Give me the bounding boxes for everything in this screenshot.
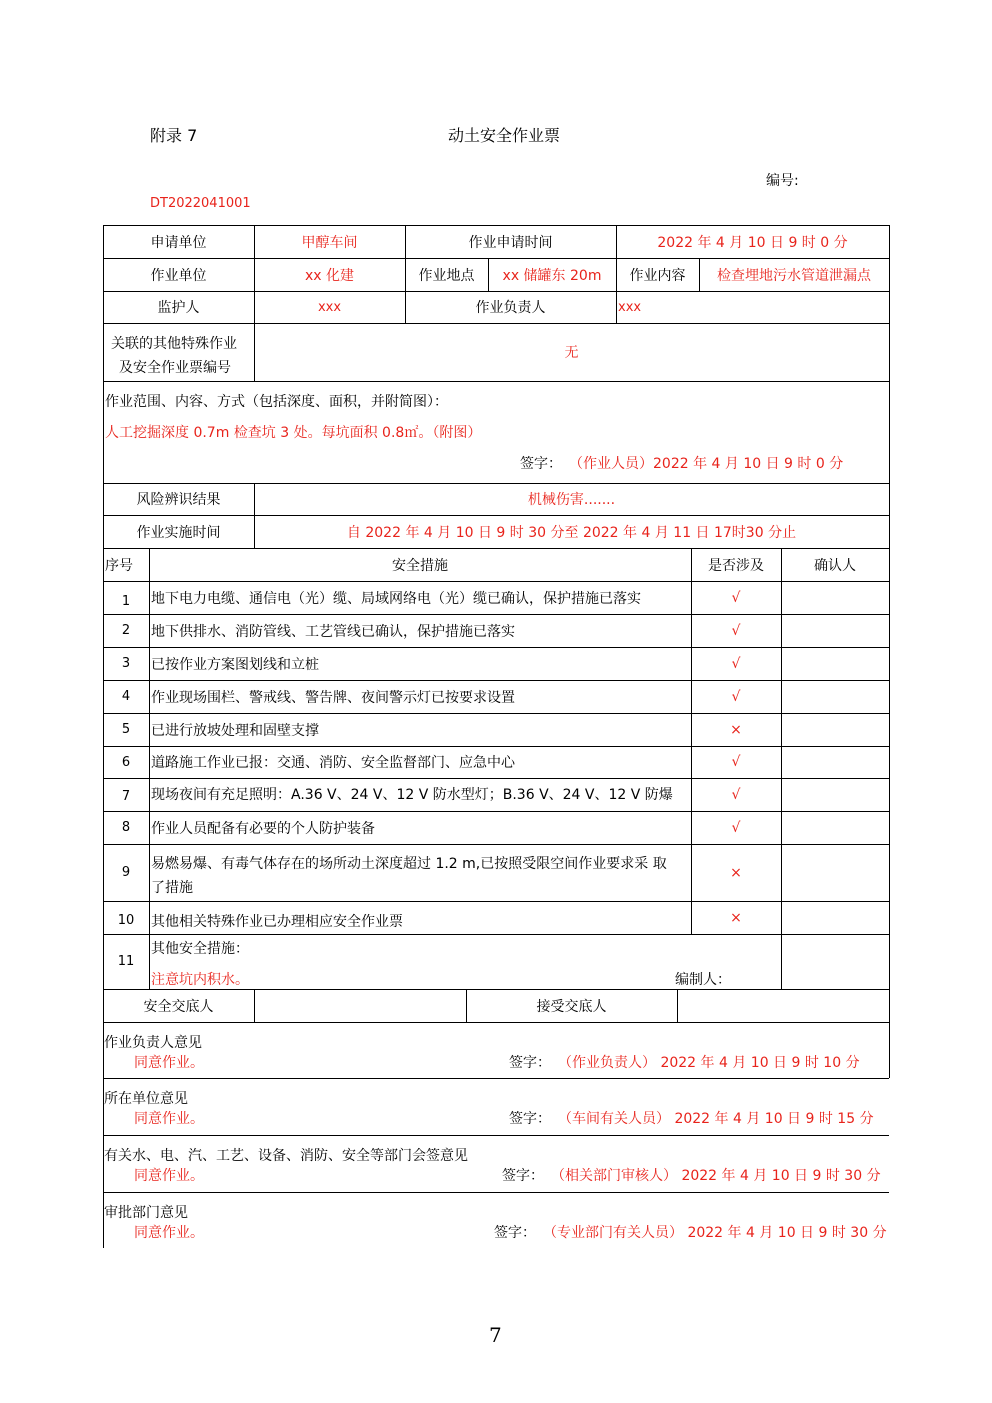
leader-sign-label: 签字：	[509, 1055, 551, 1071]
col-header-no: 序号	[105, 557, 133, 574]
row-no: 4	[121, 689, 131, 704]
apply-unit-label: 申请单位	[150, 234, 207, 251]
leader-opinion-label: 作业负责人意见	[104, 1035, 202, 1051]
other-measures-value: 注意坑内积水。	[151, 972, 249, 988]
related-value: 无	[564, 345, 579, 361]
scope-label: 作业范围、内容、方式（包括深度、面积，并附简图）：	[105, 394, 448, 410]
col-header-involved: 是否涉及	[708, 557, 764, 574]
check-mark-icon: √	[731, 655, 741, 672]
unit-sign-value: （车间有关人员） 2022 年 4 月 10 日 9 时 15 分	[558, 1111, 874, 1127]
leader-sign-value: （作业负责人） 2022 年 4 月 10 日 9 时 10 分	[558, 1055, 860, 1071]
row-no: 8	[121, 820, 131, 835]
row-no: 7	[121, 789, 131, 804]
cross-mark-icon: ×	[730, 909, 742, 926]
approval-opinion-label: 审批部门意见	[104, 1205, 188, 1221]
appendix-label: 附录 7	[150, 126, 198, 145]
row-no: 10	[117, 913, 135, 928]
row-measure: 已进行放坡处理和固壁支撑	[151, 722, 319, 739]
work-content-label: 作业内容	[629, 267, 686, 284]
unit-opinion-label: 所在单位意见	[104, 1091, 188, 1107]
row-measure: 现场夜间有充足照明：A.36 V、24 V、12 V 防水型灯；B.36 V、24 V、12 V 防爆	[151, 787, 673, 803]
leader-opinion-value: 同意作业。	[134, 1055, 204, 1071]
row-measure: 作业人员配备有必要的个人防护装备	[151, 820, 375, 837]
risk-value: 机械伤害.......	[527, 492, 616, 508]
departments-sign-label: 签字：	[502, 1168, 544, 1184]
serial-value: DT2022041001	[150, 196, 251, 211]
related-label-line2: 及安全作业票编号	[119, 360, 231, 376]
guardian-label: 监护人	[157, 300, 200, 316]
departments-opinion-value: 同意作业。	[134, 1168, 204, 1184]
page-title: 动土安全作业票	[448, 126, 561, 145]
compiler-label: 编制人：	[675, 972, 731, 988]
check-mark-icon: √	[731, 786, 741, 803]
row-measure: 地下电力电缆、通信电（光）缆、局域网络电（光）缆已确认，保护措施已落实	[151, 590, 641, 607]
apply-unit-value: 甲醇车间	[301, 234, 358, 251]
cross-mark-icon: ×	[730, 864, 742, 881]
check-mark-icon: √	[731, 622, 741, 639]
related-label-line1: 关联的其他特殊作业	[111, 336, 237, 352]
row-measure: 作业现场围栏、警戒线、警告牌、夜间警示灯已按要求设置	[151, 689, 515, 706]
row-no: 3	[121, 656, 131, 671]
leader-value: xxx	[618, 299, 642, 315]
other-measures-label: 其他安全措施：	[151, 941, 249, 957]
check-mark-icon: √	[731, 688, 741, 705]
scope-value: 人工挖掘深度 0.7m 检查坑 3 处。每坑面积 0.8㎡。（附图）	[105, 425, 482, 441]
unit-sign-label: 签字：	[509, 1111, 551, 1127]
row-no: 11	[117, 954, 135, 969]
work-unit-value: xx 化建	[304, 267, 355, 284]
row-measure-cont: 了措施	[151, 880, 193, 896]
page-number: 7	[489, 1323, 502, 1347]
guardian-value: xxx	[317, 299, 342, 315]
work-content-value: 检查埋地污水管道泄漏点	[717, 267, 871, 284]
risk-label: 风险辨识结果	[136, 492, 221, 508]
work-place-value: xx 储罐东 20m	[502, 267, 602, 284]
approval-sign-label: 签字：	[494, 1225, 536, 1241]
approval-sign-value: （专业部门有关人员） 2022 年 4 月 10 日 9 时 30 分	[543, 1225, 887, 1241]
row-no: 6	[121, 754, 131, 770]
unit-opinion-value: 同意作业。	[134, 1111, 204, 1127]
row-measure: 其他相关特殊作业已办理相应安全作业票	[151, 913, 403, 930]
row-no: 1	[121, 594, 131, 609]
apply-time-value: 2022 年 4 月 10 日 9 时 0 分	[657, 234, 848, 251]
work-unit-label: 作业单位	[150, 267, 207, 284]
serial-label: 编号:	[766, 173, 799, 189]
apply-time-label: 作业申请时间	[468, 234, 553, 251]
work-place-label: 作业地点	[418, 267, 475, 284]
row-measure: 易燃易爆、有毒气体存在的场所动土深度超过 1.2 m,已按照受限空间作业要求采 取	[151, 856, 667, 872]
check-mark-icon: √	[731, 754, 741, 770]
departments-opinion-label: 有关水、电、汽、工艺、设备、消防、安全等部门会签意见	[104, 1148, 468, 1164]
work-permit-table	[103, 225, 889, 1248]
check-mark-icon: √	[731, 589, 741, 606]
departments-sign-value: （相关部门审核人） 2022 年 4 月 10 日 9 时 30 分	[551, 1168, 881, 1184]
work-time-value: 自 2022 年 4 月 10 日 9 时 30 分至 2022 年 4 月 11 日 17时30 分止	[346, 524, 797, 541]
work-time-label: 作业实施时间	[136, 524, 221, 541]
cross-mark-icon: ×	[730, 721, 742, 738]
row-measure: 道路施工作业已报：交通、消防、安全监督部门、应急中心	[151, 755, 515, 771]
check-mark-icon: √	[731, 819, 741, 836]
scope-sign-label: 签字：	[520, 456, 562, 472]
safety-briefer-label: 安全交底人	[143, 998, 214, 1015]
col-header-confirmer: 确认人	[814, 557, 856, 574]
leader-label: 作业负责人	[475, 300, 546, 316]
briefing-receiver-label: 接受交底人	[536, 998, 607, 1015]
row-no: 5	[121, 722, 131, 737]
col-header-measure: 安全措施	[392, 557, 448, 574]
scope-sign-value: （作业人员）2022 年 4 月 10 日 9 时 0 分	[569, 456, 844, 472]
row-measure: 地下供排水、消防管线、工艺管线已确认，保护措施已落实	[151, 623, 515, 640]
row-measure: 已按作业方案图划线和立桩	[151, 656, 319, 673]
row-no: 2	[121, 623, 131, 638]
approval-opinion-value: 同意作业。	[134, 1225, 204, 1241]
row-no: 9	[121, 865, 131, 880]
